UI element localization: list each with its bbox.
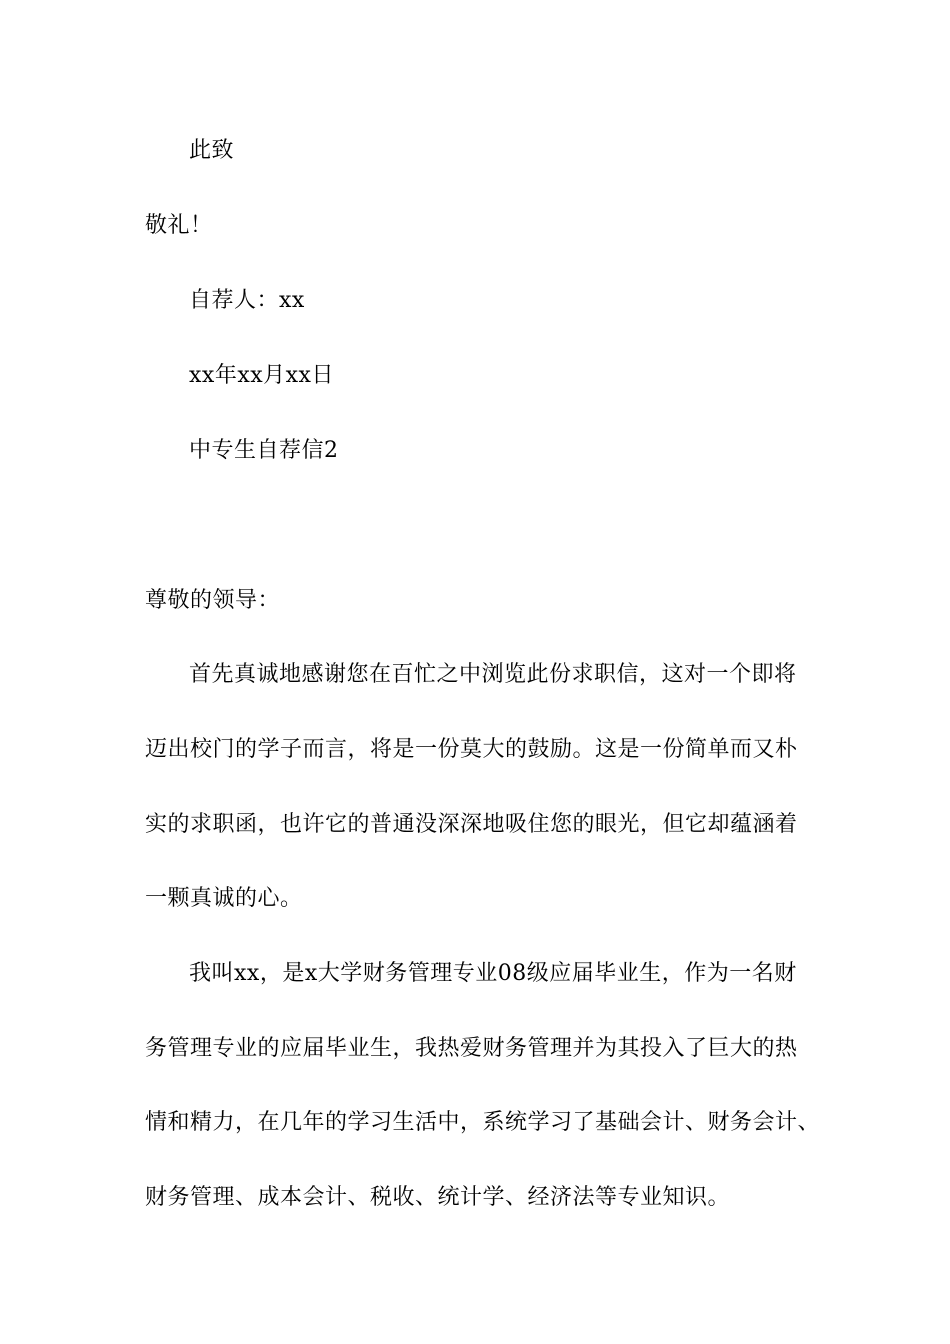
paragraph-line: 迈出校门的学子而言，将是一份莫大的鼓励。这是一份简单而又朴 xyxy=(145,737,798,762)
date-line: xx年xx月xx日 xyxy=(189,363,334,388)
paragraph-line: 我叫xx，是x大学财务管理专业08级应届毕业生，作为一名财 xyxy=(189,961,797,986)
paragraph-line: 情和精力，在几年的学习生活中，系统学习了基础会计、财务会计、 xyxy=(145,1110,821,1135)
paragraph-line: 实的求职函，也许它的普通没深深地吸住您的眼光，但它却蕴涵着 xyxy=(145,812,798,837)
signer-line: 自荐人：xx xyxy=(189,288,305,313)
paragraph-line: 一颗真诚的心。 xyxy=(145,886,303,911)
letter-title: 中专生自荐信2 xyxy=(189,438,339,463)
paragraph-line: 财务管理、成本会计、税收、统计学、经济法等专业知识。 xyxy=(145,1185,731,1210)
closing-ci-zhi: 此致 xyxy=(189,138,235,163)
salutation: 尊敬的领导： xyxy=(145,588,281,613)
closing-jing-li: 敬礼！ xyxy=(145,213,213,238)
paragraph-line: 首先真诚地感谢您在百忙之中浏览此份求职信，这对一个即将 xyxy=(189,662,797,687)
paragraph-line: 务管理专业的应届毕业生，我热爱财务管理并为其投入了巨大的热 xyxy=(145,1036,798,1061)
